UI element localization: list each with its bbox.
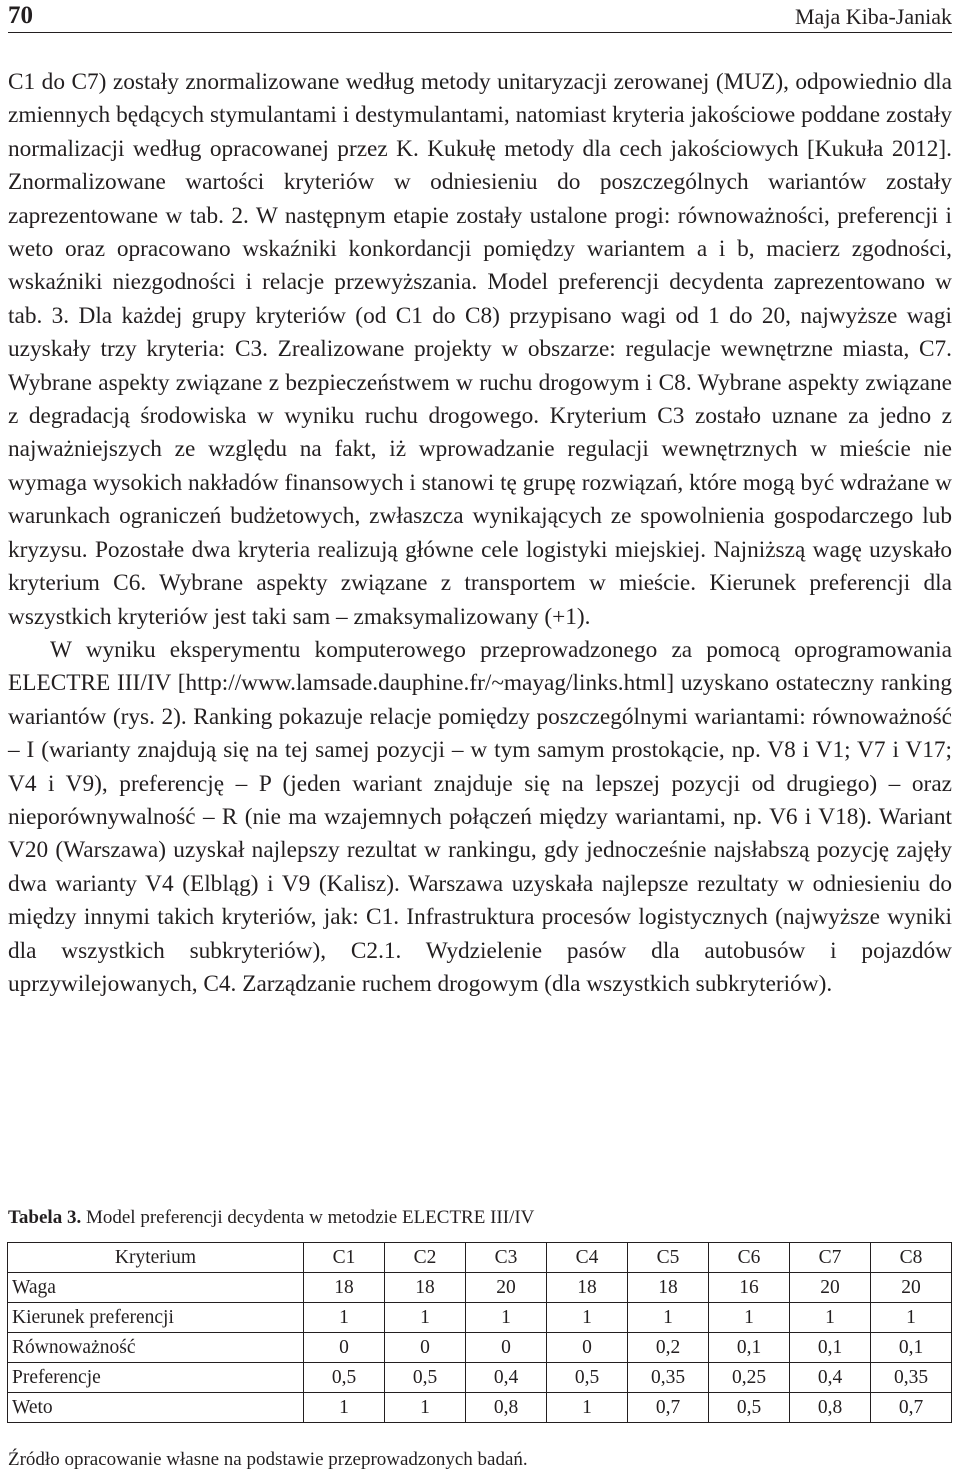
column-header: C4 — [547, 1243, 628, 1273]
table-cell: 0,5 — [385, 1363, 466, 1393]
row-label: Waga — [8, 1273, 304, 1303]
table-cell: 0,35 — [628, 1363, 709, 1393]
row-label: Weto — [8, 1393, 304, 1423]
table-row — [8, 1303, 952, 1333]
table-cell: 0 — [304, 1333, 385, 1363]
table-cell: 0 — [466, 1333, 547, 1363]
table-row — [8, 1333, 952, 1363]
column-header: C8 — [871, 1243, 952, 1273]
table-cell: 0,5 — [709, 1393, 790, 1423]
table-caption — [8, 1207, 534, 1229]
page-header — [8, 0, 952, 33]
column-header: Kryterium — [8, 1243, 304, 1273]
table-cell: 18 — [304, 1273, 385, 1303]
table-cell: 1 — [385, 1303, 466, 1333]
table-cell: 0,4 — [466, 1363, 547, 1393]
column-header: C7 — [790, 1243, 871, 1273]
table-cell: 0,1 — [709, 1333, 790, 1363]
table-row — [8, 1273, 952, 1303]
table-cell: 0 — [385, 1333, 466, 1363]
table-cell: 0,25 — [709, 1363, 790, 1393]
table-cell: 0,8 — [466, 1393, 547, 1423]
page-number: 70 — [8, 2, 33, 29]
body-text — [8, 66, 952, 1001]
table-cell: 0 — [547, 1333, 628, 1363]
paragraph-2: W wyniku eksperymentu komputerowego przeprowadzonego za pomocą oprogramowania ELECTRE III/IV [http://www.lamsade.dauphine.fr/~mayag/links.html] uzyskano ostateczny ranking wariantów (rys. 2). Ranking pokazuje relacje pomiędzy poszczególnymi wariantami: równoważność – I (warianty znajdują się na tej samej pozycji – w tym samym prostokącie, np. V8 i V1; V7 i V17; V4 i V9), preferencję – P (jeden wariant znajduje się na lepszej pozycji od drugiego) – oraz nieporównywalność – R (nie ma wzajemnych połączeń między wariantami, np. V6 i V18). Wariant V20 (Warszawa) uzyskał najlepszy rezultat w rankingu, gdy jednocześnie najsłabszą pozycję zajęły dwa warianty V4 (Elbląg) i V9 (Kalisz). Warszawa uzyskała najlepsze rezultaty w odniesieniu do między innymi takich kryteriów, jak: C1. Infrastruktura procesów logistycznych (najwyższe wyniki dla wszystkich subkryteriów), C2.1. Wydzielenie pasów dla autobusów i pojazdów uprzywilejowanych, C4. Zarządzanie ruchem drogowym (dla wszystkich subkryteriów). — [8, 636, 952, 997]
table-cell: 0,7 — [628, 1393, 709, 1423]
table-cell: 1 — [304, 1303, 385, 1333]
table-cell: 20 — [466, 1273, 547, 1303]
table-cell: 0,2 — [628, 1333, 709, 1363]
table-header-row — [8, 1243, 952, 1273]
column-header: C6 — [709, 1243, 790, 1273]
row-label: Kierunek preferencji — [8, 1303, 304, 1333]
running-head-author: Maja Kiba-Janiak — [795, 4, 952, 29]
table-cell: 0,1 — [871, 1333, 952, 1363]
row-label: Równoważność — [8, 1333, 304, 1363]
table-cell: 1 — [790, 1303, 871, 1333]
column-header: C2 — [385, 1243, 466, 1273]
table-cell: 1 — [709, 1303, 790, 1333]
table-cell: 0,5 — [547, 1363, 628, 1393]
table-caption-text: Model preferencji decydenta w metodzie ELECTRE III/IV — [81, 1207, 535, 1228]
table-cell: 18 — [628, 1273, 709, 1303]
table-caption-label: Tabela 3. — [8, 1207, 82, 1228]
table-cell: 0,35 — [871, 1363, 952, 1393]
table-cell: 18 — [547, 1273, 628, 1303]
row-label: Preferencje — [8, 1363, 304, 1393]
table-cell: 1 — [385, 1393, 466, 1423]
table-cell: 20 — [790, 1273, 871, 1303]
table-cell: 0,5 — [304, 1363, 385, 1393]
table-cell: 18 — [385, 1273, 466, 1303]
table-cell: 1 — [871, 1303, 952, 1333]
column-header: C3 — [466, 1243, 547, 1273]
table-source-note: Źródło opracowanie własne na podstawie przeprowadzonych badań. — [8, 1449, 528, 1470]
table-cell: 0,8 — [790, 1393, 871, 1423]
table-row — [8, 1393, 952, 1423]
paragraph-1: C1 do C7) zostały znormalizowane według metody unitaryzacji zerowanej (MUZ), odpowiednio dla zmiennych będących stymulantami i destymulantami, natomiast kryteria jakościowe poddane zostały normalizacji według opracowanej przez K. Kukułę metody dla cech jakościowych [Kukuła 2012]. Znormalizowane wartości kryteriów w odniesieniu do poszczególnych wariantów zostały zaprezentowane w tab. 2. W następnym etapie zostały ustalone progi: równoważności, preferencji i weto oraz opracowano wskaźniki konkordancji pomiędzy wariantem a i b, macierz zgodności, wskaźniki niezgodności i relacje przewyższania. Model preferencji decydenta zaprezentowano w tab. 3. Dla każdej grupy kryteriów (od C1 do C8) przypisano wagi od 1 do 20, najwyższe wagi uzyskały trzy kryteria: C3. Zrealizowane projekty w obszarze: regulacje wewnętrzne miasta, C7. Wybrane aspekty związane z bezpieczeństwem w ruchu drogowym i C8. Wybrane aspekty związane z degradacją środowiska w wyniku ruchu drogowego. Kryterium C3 zostało uznane za jedno z najważniejszych ze względu na fakt, iż wprowadzanie regulacji wewnętrznych w mieście nie wymaga wysokich nakładów finansowych i stanowi tę grupę rozwiązań, które mogą być wdrażane w warunkach ograniczeń budżetowych, zwłaszcza wynikających ze spowolnienia gospodarczego lub kryzysu. Pozostałe dwa kryteria realizują główne cele logistyki miejskiej. Najniższą wagę uzyskało kryterium C6. Wybrane aspekty związane z transportem w mieście. Kierunek preferencji dla wszystkich kryteriów jest taki sam – zmaksymalizowany (+1). — [8, 69, 952, 630]
table-cell: 0,1 — [790, 1333, 871, 1363]
column-header: C1 — [304, 1243, 385, 1273]
table-cell: 0,7 — [871, 1393, 952, 1423]
table-cell: 1 — [547, 1393, 628, 1423]
table-cell: 0,4 — [790, 1363, 871, 1393]
table-cell: 1 — [466, 1303, 547, 1333]
table-cell: 20 — [871, 1273, 952, 1303]
table-row — [8, 1363, 952, 1393]
table-cell: 1 — [628, 1303, 709, 1333]
table-cell: 1 — [304, 1393, 385, 1423]
preference-model-table — [7, 1242, 952, 1423]
table-cell: 1 — [547, 1303, 628, 1333]
table-cell: 16 — [709, 1273, 790, 1303]
column-header: C5 — [628, 1243, 709, 1273]
